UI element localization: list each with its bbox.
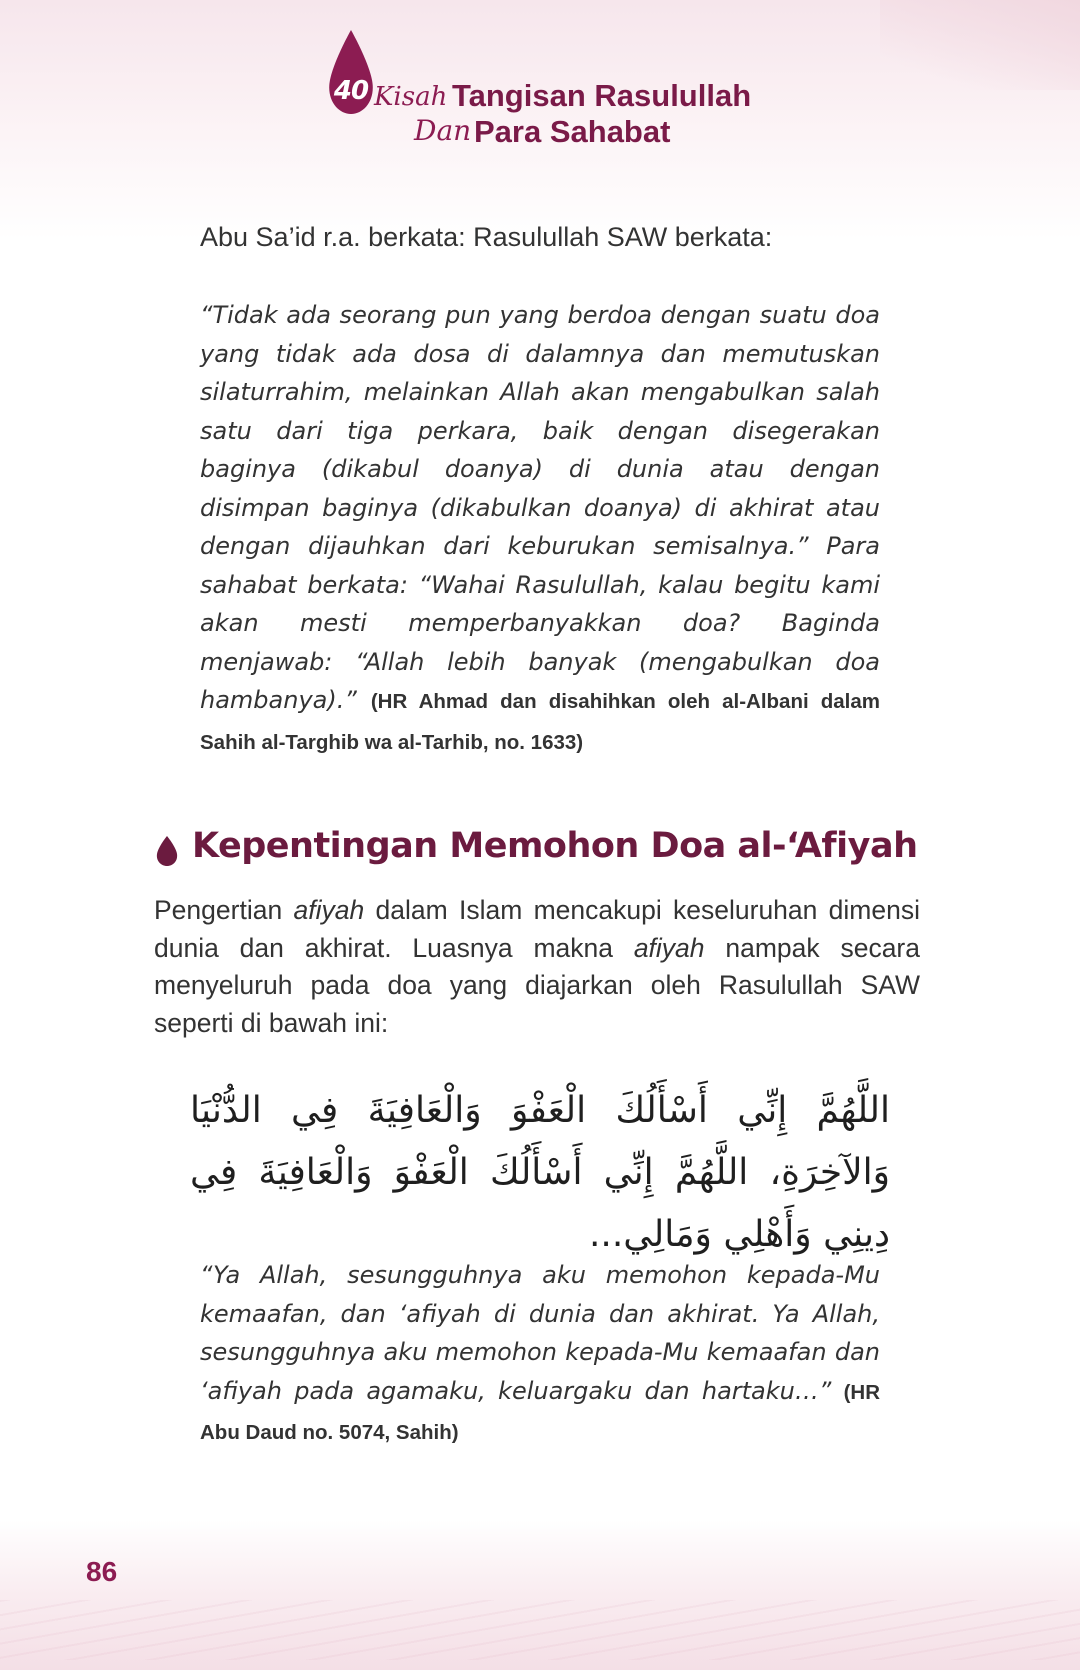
footer-background (0, 1520, 1080, 1670)
body-paragraph (154, 892, 920, 1042)
book-title-line1: Tangisan Rasulullah (452, 78, 752, 113)
hadith-reference: (HR Ahmad dan disahihkan oleh al-Albani dalam Sahih al-Targhib wa al-Tarhib, no. 1633) (200, 690, 880, 754)
hadith-quote-text: “Tidak ada seorang pun yang berdoa dengan suatu doa yang tidak ada dosa di dalamnya dan memutuskan silaturrahim, melainkan Allah akan mengabulkan salah satu dari tiga perkara, baik dengan disegerakan baginya (dikabul doanya) di dunia atau dengan disimpan baginya (dikabulkan doanya) di akhirat atau dengan dijauhkan dari keburukan semisalnya.” Para sahabat berkata: “Wahai Rasulullah, kalau begitu kami akan mesti memperbanyakkan doa? Baginda menjawab: “Allah lebih banyak (mengabulkan doa hambanya).” (200, 301, 880, 714)
paragraph-emphasis: afiyah (293, 895, 365, 925)
drop-bullet-icon (156, 836, 178, 866)
narrator-line: Abu Sa’id r.a. berkata: Rasulullah SAW berkata: (200, 222, 773, 252)
book-kisah-script: Kisah (374, 82, 448, 112)
paragraph-emphasis: afiyah (633, 932, 705, 963)
book-dan-script: Dan (414, 114, 472, 147)
arabic-prayer: اللَّهُمَّ إِنِّي أَسْأَلُكَ الْعَفْوَ وَالْعَافِيَةَ فِي الدُّنْيَا وَالآخِرَةِ، اللَّهُمَّ إِنِّي أَسْأَلُكَ الْعَفْوَ وَالْعَافِيَةَ فِي دِينِي وَأَهْلِي وَمَالِي... (190, 1090, 890, 1255)
prayer-translation-text: “Ya Allah, sesungguhnya aku memohon kepada-Mu kemaafan, dan ‘afiyah di dunia dan akhirat. Ya Allah, sesungguhnya aku memohon kepada-Mu kemaafan dan ‘afiyah pada agamaku, keluargaku dan hartaku…” (200, 1261, 880, 1405)
prayer-translation (200, 1256, 880, 1453)
book-number: 40 (333, 76, 369, 106)
paragraph-text: Pengertian (154, 895, 294, 925)
paragraph-text: dalam Islam mencakupi keseluruhan dimensi dunia dan akhirat. Luasnya makna (154, 895, 920, 963)
section-heading-text: Kepentingan Memohon Doa al-‘Afiyah (192, 826, 918, 866)
paragraph-text: nampak secara menyeluruh pada doa yang diajarkan oleh Rasulullah SAW seperti di bawah ini: (154, 932, 920, 1038)
hadith-quote (200, 296, 880, 762)
prayer-reference: (HR Abu Daud no. 5074, Sahih) (200, 1380, 880, 1444)
book-title-line2: Para Sahabat (474, 114, 671, 149)
book-logo (322, 30, 762, 150)
page-number: 86 (86, 1556, 118, 1587)
